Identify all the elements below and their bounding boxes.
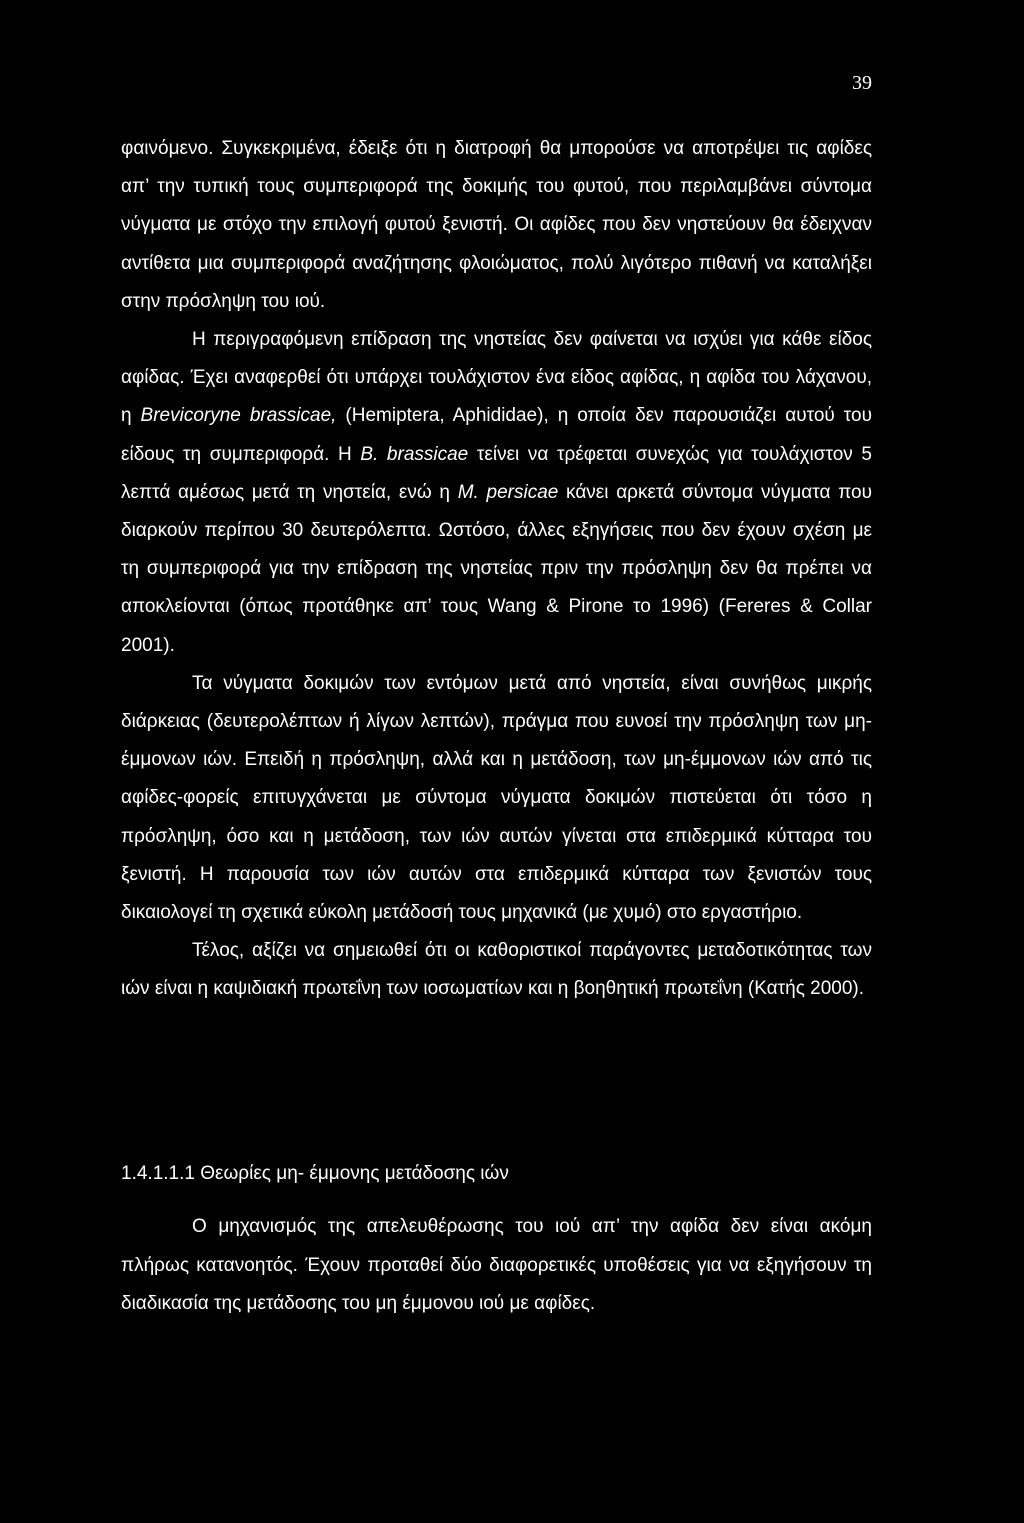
paragraph-2-text-2: (Hemiptera, Aphididae), η οποία δεν παρουσιάζει αυτού του είδους τη συμπεριφορά. Η xyxy=(121,405,872,465)
paragraph-1 xyxy=(121,130,872,321)
paragraph-2 xyxy=(121,321,872,665)
paragraph-2-text-1: Η περιγραφόμενη επίδραση της νηστείας δεν φαίνεται να ισχύει για κάθε είδος αφίδας. Έχει αναφερθεί ότι υπάρχει τουλάχιστον ένα είδος αφίδας, η αφίδα του λάχανου, η xyxy=(121,329,872,427)
paragraph-1-text: φαινόμενο. Συγκεκριμένα, έδειξε ότι η διατροφή θα μπορούσε να αποτρέψει τις αφίδες απ’ την τυπική τους συμπεριφορά της δοκιμής του φυτού, που περιλαμβάνει σύντομα νύγματα με στόχο την επιλογή φυτού ξενιστή. Οι αφίδες που δεν νηστεύουν θα έδειχναν αντίθετα μια συμπεριφορά αναζήτησης φλοιώματος, πολύ λιγότερο πιθανή να καταλήξει στην πρόσληψη του ιού. xyxy=(121,138,872,312)
section-paragraph: Ο μηχανισμός της απελευθέρωσης του ιού απ’ την αφίδα δεν είναι ακόμη πλήρως κατανοητός. Έχουν προταθεί δύο διαφορετικές υποθέσεις για να εξηγήσουν τη διαδικασία της μετάδοσης του μη έμμονου ιού με αφίδες. xyxy=(121,1216,872,1314)
paragraph-3 xyxy=(121,665,872,932)
paragraph-4-text: Τέλος, αξίζει να σημειωθεί ότι οι καθοριστικοί παράγοντες μεταδοτικότητας των ιών είναι η καψιδιακή πρωτεΐνη των ιοσωματίων και η βοηθητική πρωτεΐνη (Κατής 2000). xyxy=(121,940,872,1000)
section-heading: 1.4.1.1.1 Θεωρίες μη- έμμονης μετάδοσης ιών xyxy=(121,1163,509,1184)
species-name-m-persicae: M. persicae xyxy=(457,481,559,503)
paragraph-2-text-3: τείνει να τρέφεται συνεχώς για τουλάχιστον 5 λεπτά αμέσως μετά τη νηστεία, ενώ η xyxy=(121,443,872,503)
body-text xyxy=(121,130,872,1009)
page-number: 39 xyxy=(852,72,872,94)
paragraph-4 xyxy=(121,932,872,1008)
species-name-brevicoryne: Brevicoryne brassicae, xyxy=(140,405,337,427)
species-name-b-brassicae: B. brassicae xyxy=(360,443,469,465)
paragraph-2-text-4: κάνει αρκετά σύντομα νύγματα που διαρκούν περίπου 30 δευτερόλεπτα. Ωστόσο, άλλες εξηγήσεις που δεν έχουν σχέση με τη συμπεριφορά για την επίδραση της νηστείας πριν την πρόσληψη δεν θα πρέπει να αποκλείονται (όπως προτάθηκε απ’ τους Wang & Pirone το 1996) (Fereres & Collar 2001). xyxy=(121,481,872,656)
paragraph-3-text: Τα νύγματα δοκιμών των εντόμων μετά από νηστεία, είναι συνήθως μικρής διάρκειας (δευτερολέπτων ή λίγων λεπτών), πράγμα που ευνοεί την πρόσληψη των μη- έμμονων ιών. Επειδή η πρόσληψη, αλλά και η μετάδοση, των μη-έμμονων ιών από τις αφίδες-φορείς επιτυγχάνεται με σύντομα νύγματα δοκιμών πιστεύεται ότι τόσο η πρόσληψη, όσο και η μετάδοση, των ιών αυτών γίνεται στα επιδερμικά κύτταρα του ξενιστή. Η παρουσία των ιών αυτών στα επιδερμικά κύτταρα των ξενιστών τους δικαιολογεί τη σχετικά εύκολη μετάδοσή τους μηχανικά (με χυμό) στο εργαστήριο. xyxy=(121,672,872,924)
